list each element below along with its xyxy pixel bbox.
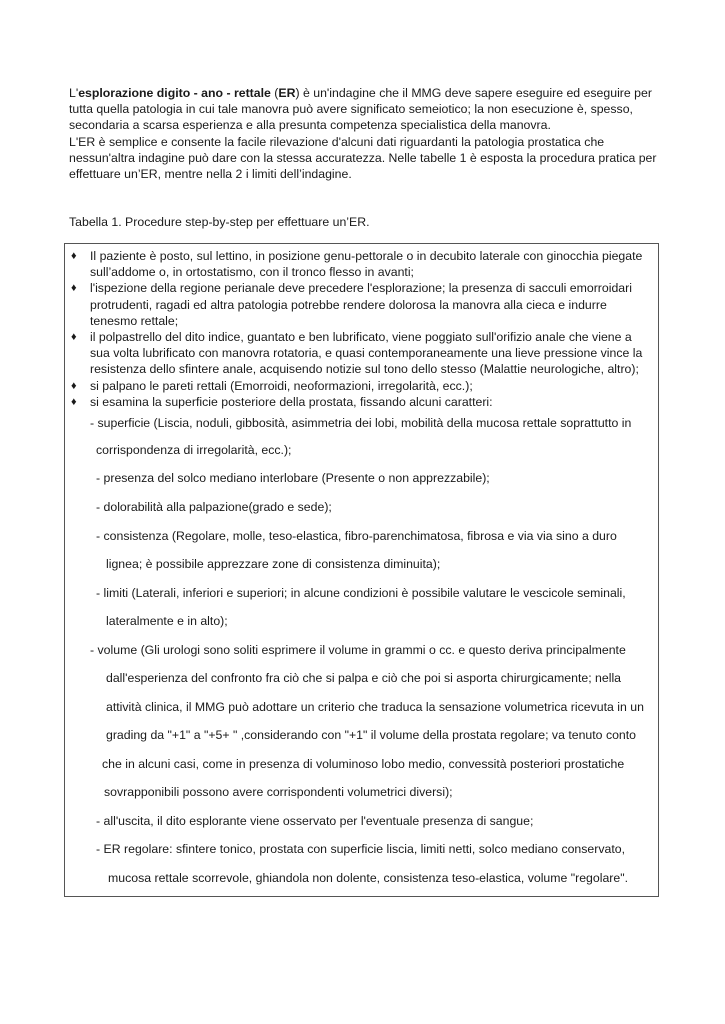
intro-text <box>69 85 659 182</box>
sub-line: - dolorabilità alla palpazione(grado e sede); <box>96 500 332 514</box>
intro-paragraph-2: L'ER è semplice e consente la facile rilevazione d'alcuni dati riguardanti la patologia prostatica che nessun'altra indagine può dare con la stessa accuratezza. Nelle tabelle 1 è esposta la procedura pratica per effettuare un’ER, mentre nella 2 i limiti dell’indagine. <box>69 134 657 182</box>
sub-line: sovrapponibili possono avere corrispondenti volumetrici diversi); <box>104 785 453 799</box>
sub-line: corrispondenza di irregolarità, ecc.); <box>96 443 292 457</box>
diamond-bullet-icon: ♦ <box>71 395 77 408</box>
intro-p1-bold-abbr: ER <box>278 86 296 100</box>
procedure-table <box>64 243 659 897</box>
intro-p1-paren: ( <box>270 86 279 100</box>
diamond-bullet-icon: ♦ <box>71 379 77 392</box>
bullet-list <box>65 248 658 410</box>
intro-p1-bold-term: esplorazione digito - ano - rettale <box>78 86 271 100</box>
sub-line: - volume (Gli urologi sono soliti esprimere il volume in grammi o cc. e questo deriva principalmente <box>90 643 626 657</box>
sub-line: - ER regolare: sfintere tonico, prostata con superficie liscia, limiti netti, solco mediano conservato, <box>96 842 626 856</box>
sub-line: dall'esperienza del confronto fra ciò che si palpa e ciò che poi si asporta chirurgicamente; nella <box>106 671 622 685</box>
sub-line: - superficie (Liscia, noduli, gibbosità, asimmetria dei lobi, mobilità della mucosa rettale soprattutto in <box>90 416 632 430</box>
list-item <box>65 248 658 280</box>
list-item-text: si esamina la superficie posteriore della prostata, fissando alcuni caratteri: <box>90 394 493 409</box>
list-item-text: il polpastrello del dito indice, guantato e ben lubrificato, viene poggiato sull'orifizio anale che viene a sua volta lubrificato con manovra rotatoria, e quasi contemporaneamente una lieve pressione vince la resistenza dello sfintere anale, acquisendo notizie sul tono dello stesso (Malattie neurologiche, altro); <box>90 330 643 377</box>
sub-line: - limiti (Laterali, inferiori e superiori; in alcune condizioni è possibile valutare le vescicole seminali, <box>96 586 626 600</box>
diamond-bullet-icon: ♦ <box>71 250 77 262</box>
list-item <box>65 280 658 329</box>
sub-line: - all'uscita, il dito esplorante viene osservato per l'eventuale presenza di sangue; <box>96 814 534 828</box>
list-item-text: l'ispezione della regione perianale deve precedere l'esplorazione; la presenza di sacculi emorroidari protrudenti, ragadi ed altra patologia potrebbe rendere dolorosa la manovra alla cieca e indurre tenesmo rettale; <box>90 281 632 328</box>
sub-line: grading da "+1" a "+5+ " ,considerando con "+1" il volume della prostata regolare; va tenuto conto <box>106 728 637 742</box>
diamond-bullet-icon: ♦ <box>71 282 77 295</box>
table-caption: Tabella 1. Procedure step-by-step per effettuare un’ER. <box>69 215 370 229</box>
list-item-text: si palpano le pareti rettali (Emorroidi, neoformazioni, irregolarità, ecc.); <box>90 378 473 393</box>
list-item <box>65 378 658 394</box>
list-item-text: Il paziente è posto, sul lettino, in posizione genu-pettorale o in decubito laterale con ginocchia piegate sull’addome o, in ortostatismo, con il tronco flesso in avanti; <box>90 249 643 280</box>
sub-line: - consistenza (Regolare, molle, teso-elastica, fibro-parenchimatosa, fibrosa e via via sino a duro <box>96 529 617 543</box>
sub-line: lignea; è possibile apprezzare zone di consistenza diminuita); <box>106 557 441 571</box>
sub-line: attività clinica, il MMG può adottare un criterio che traduca la sensazione volumetrica ricevuta in un <box>106 700 644 714</box>
list-item <box>65 394 658 410</box>
sub-line: che in alcuni casi, come in presenza di voluminoso lobo medio, convessità posteriori prostatiche <box>102 757 625 771</box>
sub-line: lateralmente e in alto); <box>106 614 228 628</box>
list-item <box>65 329 658 378</box>
intro-paragraph-1 <box>69 85 659 134</box>
diamond-bullet-icon: ♦ <box>71 331 77 344</box>
intro-p1-prefix: L' <box>69 86 79 100</box>
intro-p1-rest: ) è un'indagine che il MMG deve sapere eseguire ed eseguire per tutta quella patologia in cui tale manovra può avere significato semeiotico; la non esecuzione è, spesso, secondaria a scarsa esperienza e alla presunta competenza specialistica della manovra. <box>69 86 652 133</box>
sub-line: mucosa rettale scorrevole, ghiandola non dolente, consistenza teso-elastica, volume "regolare". <box>108 871 629 885</box>
sub-line: - presenza del solco mediano interlobare (Presente o non apprezzabile); <box>96 471 490 485</box>
